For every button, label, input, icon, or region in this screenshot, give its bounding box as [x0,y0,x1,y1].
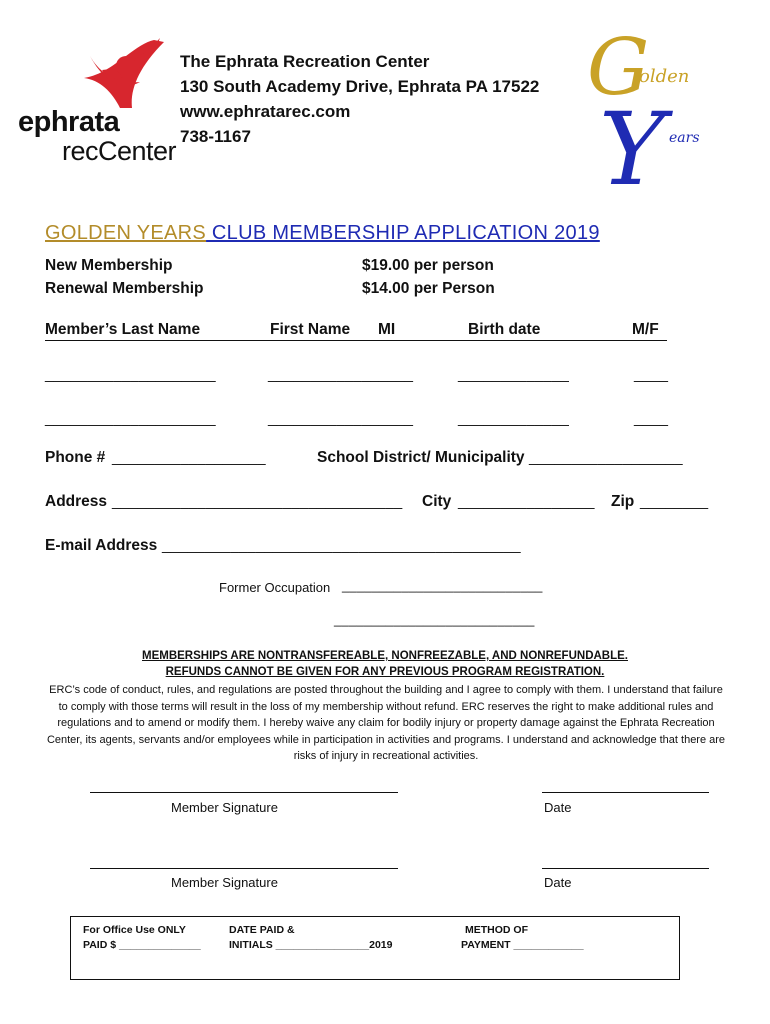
first-name-blank-2[interactable]: _________________ [268,410,414,427]
ephrata-rec-center-logo [14,34,194,164]
former-occupation-blank[interactable]: ___________________________ [342,578,543,593]
date-paid-label: DATE PAID & [229,924,295,936]
col-last-name: Member’s Last Name [45,321,201,338]
form-title [45,222,600,245]
address-label: Address [45,493,108,510]
birth-date-blank-1[interactable]: _____________ [458,366,570,383]
golden-g-glyph: G [587,24,650,113]
payment-method-field[interactable]: PAYMENT ____________ [461,939,584,951]
years-ears-text: ears [669,130,700,146]
renewal-membership-price: $14.00 per Person [362,280,495,297]
new-membership-label: New Membership [45,257,173,274]
date-label-2: Date [544,875,572,890]
golden-years-logo [585,24,725,214]
title-golden-years: GOLDEN YEARS [45,222,207,244]
email-blank[interactable]: __________________________________________ [162,537,521,554]
paid-amount-field[interactable]: PAID $ ______________ [83,939,201,951]
method-of-label: METHOD OF [465,924,528,936]
member-signature-label-1: Member Signature [171,800,278,815]
last-name-blank-1[interactable]: ____________________ [45,366,216,383]
member-signature-line-1[interactable] [90,792,398,793]
office-use-title: For Office Use ONLY [83,924,186,936]
nontransferable-notice: MEMBERSHIPS ARE NONTRANSFEREABLE, NONFREEZABLE, AND NONREFUNDABLE. [142,650,628,662]
org-website: www.ephratarec.com [180,102,351,121]
golden-olden-text: olden [639,66,690,87]
birth-date-blank-2[interactable]: _____________ [458,410,570,427]
office-use-box [70,916,680,980]
city-blank[interactable]: ________________ [458,493,595,510]
logo-word-ephrata: ephrata [18,106,120,138]
years-y-glyph: Y [599,91,666,208]
refund-notice: REFUNDS CANNOT BE GIVEN FOR ANY PREVIOUS PROGRAM REGISTRATION. [165,666,605,678]
org-address: 130 South Academy Drive, Ephrata PA 17522 [180,77,540,96]
last-name-blank-2[interactable]: ____________________ [45,410,216,427]
col-mf: M/F [632,321,659,338]
terms-paragraph: ERC’s code of conduct, rules, and regulations are posted throughout the building and I agree to comply with them. I understand that failure to comply with those terms will result in the loss of my membership without refund. ERC reserves the right to make additional rules and regulations and to amend or modify them. I hereby waive any claim for bodily injury or property damage against the Ephrata Recreation Center, its agents, servants and/or employees while in participation in activities and programs. I understand and acknowledge that there are risks of injury in recreational activities. [46,684,726,762]
title-rest: CLUB MEMBERSHIP APPLICATION 2019 [206,222,600,244]
first-name-blank-1[interactable]: _________________ [268,366,414,383]
mf-blank-2[interactable]: ____ [634,410,669,427]
date-label-1: Date [544,800,572,815]
city-label: City [422,493,452,510]
initials-field[interactable]: INITIALS ________________2019 [229,939,393,951]
phone-label: Phone # [45,449,106,466]
logo-word-reccenter: recCenter [62,136,177,166]
former-occupation-blank-2[interactable]: ___________________________ [334,612,535,627]
date-line-1[interactable] [542,792,709,793]
mf-blank-1[interactable]: ____ [634,366,669,383]
col-first-name: First Name [270,321,351,338]
org-name: The Ephrata Recreation Center [180,52,430,71]
phone-blank[interactable]: __________________ [112,449,266,466]
runner-figure-icon [14,34,194,114]
former-occupation-label: Former Occupation [219,580,331,595]
zip-blank[interactable]: ________ [640,493,709,510]
zip-label: Zip [611,493,635,510]
column-header-underline [45,340,667,341]
org-phone: 738-1167 [180,127,251,146]
col-birth-date: Birth date [468,321,541,338]
school-district-label: School District/ Municipality [317,449,525,466]
renewal-membership-label: Renewal Membership [45,280,204,297]
col-mi: MI [378,321,396,338]
member-signature-label-2: Member Signature [171,875,278,890]
address-blank[interactable]: __________________________________ [112,493,403,510]
new-membership-price: $19.00 per person [362,257,494,274]
school-district-blank[interactable]: __________________ [529,449,683,466]
member-signature-line-2[interactable] [90,868,398,869]
email-label: E-mail Address [45,537,158,554]
date-line-2[interactable] [542,868,709,869]
